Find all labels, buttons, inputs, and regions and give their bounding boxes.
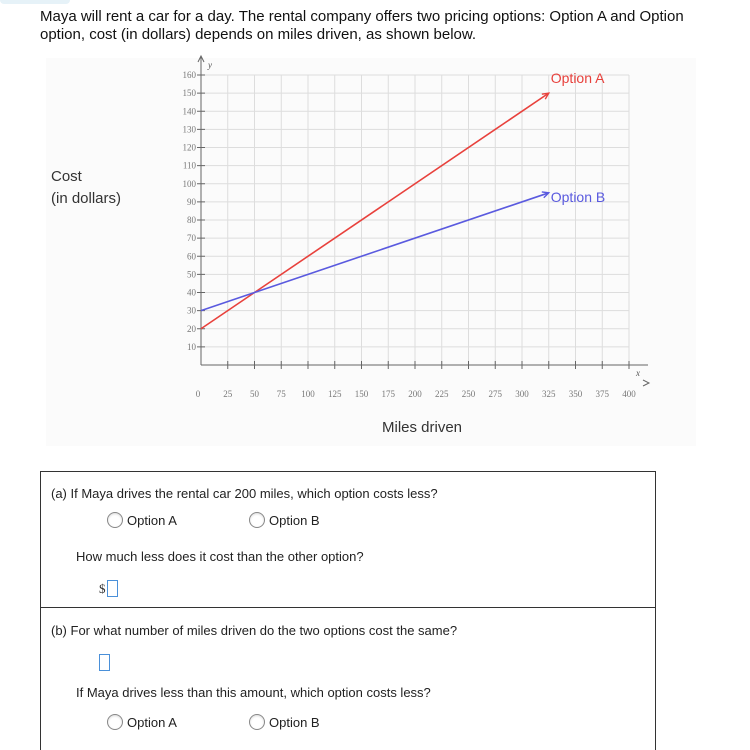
y-axis-variable: y [208,60,212,70]
x-tick-label: 25 [223,389,233,399]
problem-line-2: option, cost (in dollars) depends on miles driven, as shown below. [40,26,477,43]
problem-line-1: Maya will rent a car for a day. The rental company offers two pricing options: Option A and Option [40,8,684,25]
y-tick-label: 130 [182,124,196,135]
y-tick-label: 80 [187,215,196,225]
y-tick-label: 100 [182,178,196,189]
part-b-followup: If Maya drives less than this amount, which option costs less? [76,685,431,700]
y-axis-title-line-2: (in dollars) [51,190,122,207]
x-tick-label: 75 [276,389,286,399]
part-b-option-a-radio[interactable] [107,714,177,730]
radio-circle-icon[interactable] [107,714,123,730]
x-tick-label: 175 [381,389,395,399]
x-tick-label: 400 [622,389,636,399]
y-tick-label: 120 [182,142,196,153]
part-a-followup: How much less does it cost than the other option? [76,549,364,564]
x-tick-label: 250 [461,389,476,399]
part-a-option-a-radio[interactable] [107,512,177,528]
part-b-miles-input[interactable] [99,654,110,671]
part-a-amount-input[interactable] [107,580,118,597]
x-tick-label: 225 [435,389,449,399]
x-tick-label: 100 [301,389,315,399]
y-tick-label: 40 [187,287,196,298]
y-tick-label: 10 [187,341,196,352]
x-axis-variable: x [636,368,640,378]
part-a-option-b-label: Option B [269,512,320,528]
part-b-option-b-radio[interactable] [249,714,320,730]
x-tick-label: 375 [595,389,609,399]
x-tick-label: 350 [568,389,583,399]
x-tick-label: 300 [515,389,529,399]
y-tick-label: 110 [182,160,196,171]
series-label: Option B [550,188,606,205]
x-axis-title: Miles driven [382,419,463,436]
y-tick-label: 50 [187,269,196,280]
y-axis-title-line-1: Cost [51,168,82,185]
y-tick-label: 70 [187,233,196,244]
part-b-box [40,607,656,750]
y-tick-label: 160 [182,70,196,80]
x-tick-label: 200 [408,389,422,399]
part-b-miles-answer [99,654,110,671]
part-b-option-a-label: Option A [127,714,177,730]
y-tick-label: 150 [182,88,196,99]
x-tick-label: 275 [488,389,502,399]
part-b-question: (b) For what number of miles driven do the two options cost the same? [51,623,458,638]
x-tick-label: 325 [542,389,556,399]
radio-circle-icon[interactable] [249,512,265,528]
y-tick-label: 60 [187,251,196,262]
dollar-sign: $ [99,580,106,596]
origin-label: 0 [195,389,201,399]
x-axis-arrow-icon [643,380,649,386]
series-label: Option A [550,70,605,87]
radio-circle-icon[interactable] [249,714,265,730]
x-tick-label: 125 [328,389,342,399]
x-tick-label: 50 [250,389,259,399]
part-a-option-b-radio[interactable] [249,512,320,528]
y-tick-label: 20 [187,323,196,334]
part-a-option-a-label: Option A [127,512,177,528]
y-tick-label: 90 [187,196,196,207]
part-b-option-b-label: Option B [269,714,320,730]
radio-circle-icon[interactable] [107,512,123,528]
x-tick-label: 150 [354,389,369,399]
part-a-question: (a) If Maya drives the rental car 200 miles, which option costs less? [51,486,438,501]
y-tick-label: 30 [187,305,196,316]
y-tick-label: 140 [182,106,196,117]
part-a-amount-answer [99,580,118,597]
part-a-box [40,471,656,608]
